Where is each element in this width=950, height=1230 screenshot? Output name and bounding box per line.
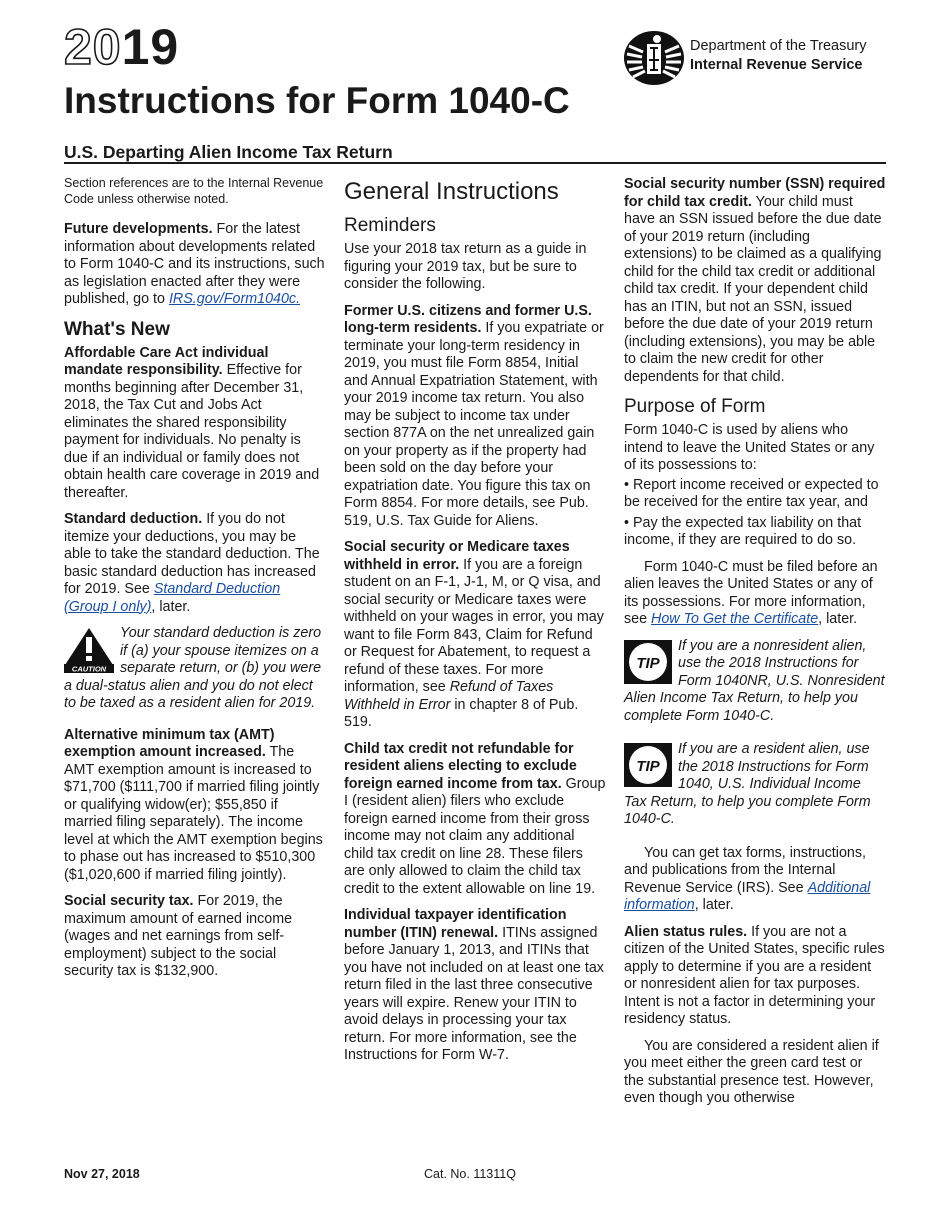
tip-icon (624, 640, 672, 684)
general-instructions-heading: General Instructions (344, 178, 559, 205)
alien-status-paragraph: Alien status rules. If you are not a citizen of the United States, specific rules apply to determine if you are a resident or nonresident alien for tax purposes. Intent is not a factor in determining your residency status. (624, 923, 885, 1027)
purpose-of-form-heading: Purpose of Form (624, 396, 766, 417)
tax-forms-paragraph: You can get tax forms, instructions, and publications from the Internal Revenue Service (IRS). See Additional information, later. (624, 844, 871, 913)
column-3 (624, 176, 886, 1117)
former-citizens-paragraph: Former U.S. citizens and former U.S. long-term residents. If you expatriate or terminate your long-term residency in 2019, you must file Form 8854, Initial and Annual Expatriation Statement, with your 2019 income tax return. You also may be subject to income tax under section 877A on the net unrealized gain on your property as if the property had been sold on the day before your expatriation date. You figure this tax on Form 8854. For more details, see Pub. 519, U.S. Tax Guide for Aliens. (344, 302, 604, 529)
amt-paragraph: Alternative minimum tax (AMT) exemption amount increased. The AMT exemption amount is increased to $71,700 ($111,700 if married filing jointly or qualifying widow(er); $55,850 if married filing separately). The income level at which the AMT exemption begins to phase out has increased to $510,300 ($1,020,600 if married filing jointly). (64, 726, 323, 883)
child-tax-credit-paragraph: Child tax credit not refundable for resident aliens electing to exclude foreign earned income from tax. Group I (resident alien) filers who exclude foreign earned income from their gross income may not claim any additional child tax credit on line 28. These filers are only allowed to claim the child tax credit to the extent allowable on line 19. (344, 740, 606, 897)
future-developments: Future developments. For the latest information about developments related to Form 1040-C and its instructions, such as legislation enacted after they were published, go to IRS.gov/Form1040c. (64, 221, 325, 307)
footer-date: Nov 27, 2018 (64, 1167, 140, 1181)
header-rule (64, 162, 886, 164)
caution-icon (64, 627, 114, 673)
caution-note: CAUTION Your standard deduction is zero if (a) your spouse itemizes on a separate return, or (b) you were a dual-status alien and you do not elect to be taxed as a resident alien for 2019. (64, 625, 322, 711)
reminders-paragraph: Use your 2018 tax return as a guide in figuring your 2019 tax, but be sure to consider the following. (344, 241, 587, 292)
resident-alien-paragraph: You are considered a resident alien if you meet either the green card test or the substantial presence test. However, even though you otherwise (624, 1037, 879, 1106)
form1040c-link[interactable]: IRS.gov/Form1040c. (168, 291, 301, 307)
agency-department: Department of the Treasury (690, 38, 867, 54)
reminders-heading: Reminders (344, 215, 436, 236)
ss-medicare-paragraph: Social security or Medicare taxes withheld in error. If you are a foreign student on an F-1, J-1, M, or Q visa, and social security or Medicare taxes were withheld on your wages in error, you may want to file Form 843, Claim for Refund or Request for Abatement, to request a refund of these taxes. For more information, see Refund of Taxes Withheld in Error in chapter 8 of Pub. 519. (344, 539, 604, 730)
whats-new-heading: What's New (64, 318, 170, 340)
ssn-paragraph: Social security number (SSN) required for child tax credit. Your child must have an SSN issued before the due date of your 2019 return (including extensions) to be claimed as a qualifying child for the child tax credit or additional child tax credit. If your dependent child has an ITIN, but not an SSN, issued before the due date of your 2019 return (including extensions), you may be able to claim the new credit for other dependents for that child. (624, 176, 886, 385)
purpose-bullet-2: • Pay the expected tax liability on that income, if they are required to do so. (624, 514, 862, 548)
tip-icon (624, 743, 672, 787)
column-2 (344, 176, 606, 1074)
purpose-bullet-1: • Report income received or expected to be received for the entire tax year, and (624, 476, 879, 510)
agency-irs: Internal Revenue Service (690, 57, 863, 73)
column-1 (64, 176, 326, 990)
form-year: 2019 (64, 19, 180, 75)
catalog-number: Cat. No. 11311Q (424, 1167, 516, 1181)
tip-note-resident: TIP If you are a resident alien, use the 2018 Instructions for Form 1040, U.S. Individual Income Tax Return, to help you complete Form 1040-C. (624, 741, 871, 827)
agency-block (623, 30, 893, 90)
svg-text:TIP: TIP (636, 654, 660, 672)
page-subtitle: U.S. Departing Alien Income Tax Return (64, 142, 393, 162)
irs-eagle-logo-icon (623, 30, 685, 86)
standard-deduction-link[interactable]: Standard Deduction (Group I only) (64, 581, 281, 615)
section-references: Section references are to the Internal Revenue Code unless otherwise noted. (64, 176, 324, 206)
svg-text:TIP: TIP (636, 758, 660, 775)
purpose-paragraph: Form 1040-C is used by aliens who intend to leave the United States or any of its possessions to: (624, 422, 875, 473)
aca-paragraph: Affordable Care Act individual mandate responsibility. Effective for months beginning after December 31, 2018, the Tax Cut and Jobs Act eliminates the shared responsibility payment for individuals. No penalty is due if an individual or family does not obtain health care coverage in 2019 and thereafter. (64, 344, 320, 501)
page-title: Instructions for Form 1040-C (64, 80, 570, 121)
must-file-paragraph: Form 1040-C must be filed before an alien leaves the United States or any of its possessions. For more information, see How To Get the Certificate, later. (624, 558, 878, 627)
how-to-get-certificate-link[interactable]: How To Get the Certificate (651, 611, 819, 627)
tip-note-nonresident: TIP If you are a nonresident alien, use the 2018 Instructions for Form 1040NR, U.S. Nonresident Alien Income Tax Return, to help you complete Form 1040-C. (624, 637, 885, 724)
standard-deduction-paragraph: Standard deduction. If you do not itemize your deductions, you may be able to take the standard deduction. The basic standard deduction has increased for 2019. See Standard Deduction (Group I only), later. (64, 511, 320, 615)
additional-information-link[interactable]: Additional information (624, 879, 871, 913)
social-security-tax-paragraph: Social security tax. For 2019, the maximum amount of earned income (wages and net earnings from self-employment) subject to the social security tax is $132,900. (64, 893, 293, 979)
itin-paragraph: Individual taxpayer identification number (ITIN) renewal. ITINs assigned before January 1, 2013, and ITINs that you have not included on at least one tax return filed in the last three consecutive years will expire. Renew your ITIN to avoid delays in processing your tax return. For more information, see the Instructions for Form W-7. (344, 907, 604, 1063)
svg-text:CAUTION: CAUTION (71, 664, 107, 673)
